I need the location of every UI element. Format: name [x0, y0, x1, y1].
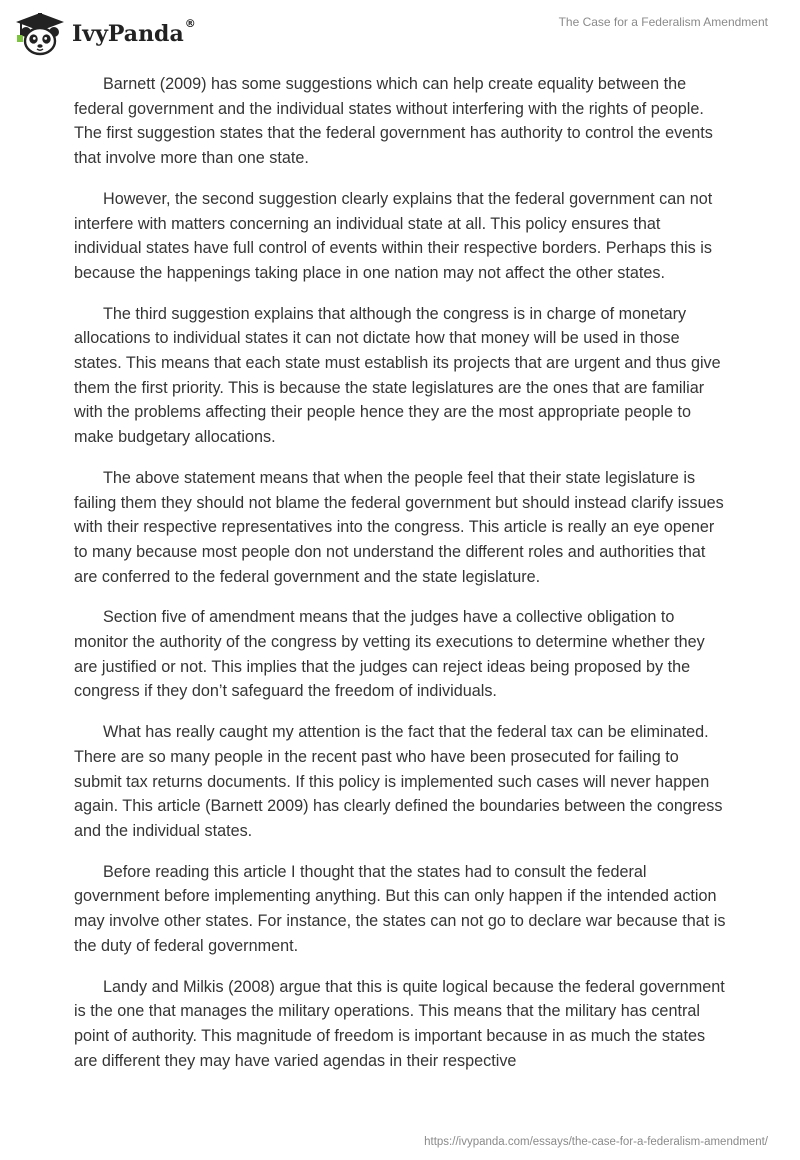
paragraph-4: The above statement means that when the people feel that their state legislature is failing them they should not blame the federal government but should instead clarify issues with their respective representatives into the congress. This article is really an eye opener to many because most people don not understand the different roles and authorities that are conferred to the federal government and the state legislature. — [74, 468, 724, 586]
essay-body — [74, 72, 728, 1089]
paragraph-6: What has really caught my attention is the fact that the federal tax can be eliminated. There are so many people in the recent past who have been prosecuted for failing to submit tax returns documents. If this policy is implemented such cases will never happen again. This article (Barnett 2009) has clearly defined the boundaries between the congress and the individual states. — [74, 723, 723, 840]
document-title: The Case for a Federalism Amendment — [558, 15, 768, 29]
page-header — [0, 0, 800, 70]
paragraph-1: Barnett (2009) has some suggestions which can help create equality between the federal government and the individual states without interfering with the rights of people. The first suggestion states that the federal government has authority to control the events that involve more than one state. — [74, 75, 713, 168]
brand-name: IvyPanda® — [72, 17, 196, 47]
paragraph-8: Landy and Milkis (2008) argue that this is quite logical because the federal government is the one that manages the military operations. This means that the military has central point of authority. This magnitude of freedom is important because in as much the states are different they may have varied agendas in their respective — [74, 977, 725, 1070]
paragraph-3: The third suggestion explains that although the congress is in charge of monetary allocations to individual states it can not dictate how that money will be used in those states. This means that each state must establish its projects that are urgent and thus give them the first priority. This is because the state legislatures are the ones that are familiar with the problems affecting their people hence they are the most appropriate people to make budgetary allocations. — [74, 304, 721, 447]
paragraph-5: Section five of amendment means that the judges have a collective obligation to monitor the authority of the congress by vetting its executions to determine whether they are justified or not. This implies that the judges can reject ideas being proposed by the congress if they don’t safeguard the freedom of individuals. — [74, 608, 705, 701]
panda-graduation-cap-icon — [14, 11, 66, 57]
brand-logo[interactable] — [14, 6, 196, 62]
registered-mark: ® — [184, 17, 196, 30]
paragraph-7: Before reading this article I thought that the states had to consult the federal government before implementing anything. But this can only happen if the intended action may involve other states. For instance, the states can not go to declare war because that is the duty of federal government. — [74, 862, 726, 955]
source-url-link[interactable]: https://ivypanda.com/essays/the-case-for-a-federalism-amendment/ — [424, 1136, 768, 1148]
paragraph-2: However, the second suggestion clearly explains that the federal government can not interfere with matters concerning an individual state at all. This policy ensures that individual states have full control of events within their respective borders. Perhaps this is because the happenings taking place in one nation may not affect the other states. — [74, 189, 713, 282]
